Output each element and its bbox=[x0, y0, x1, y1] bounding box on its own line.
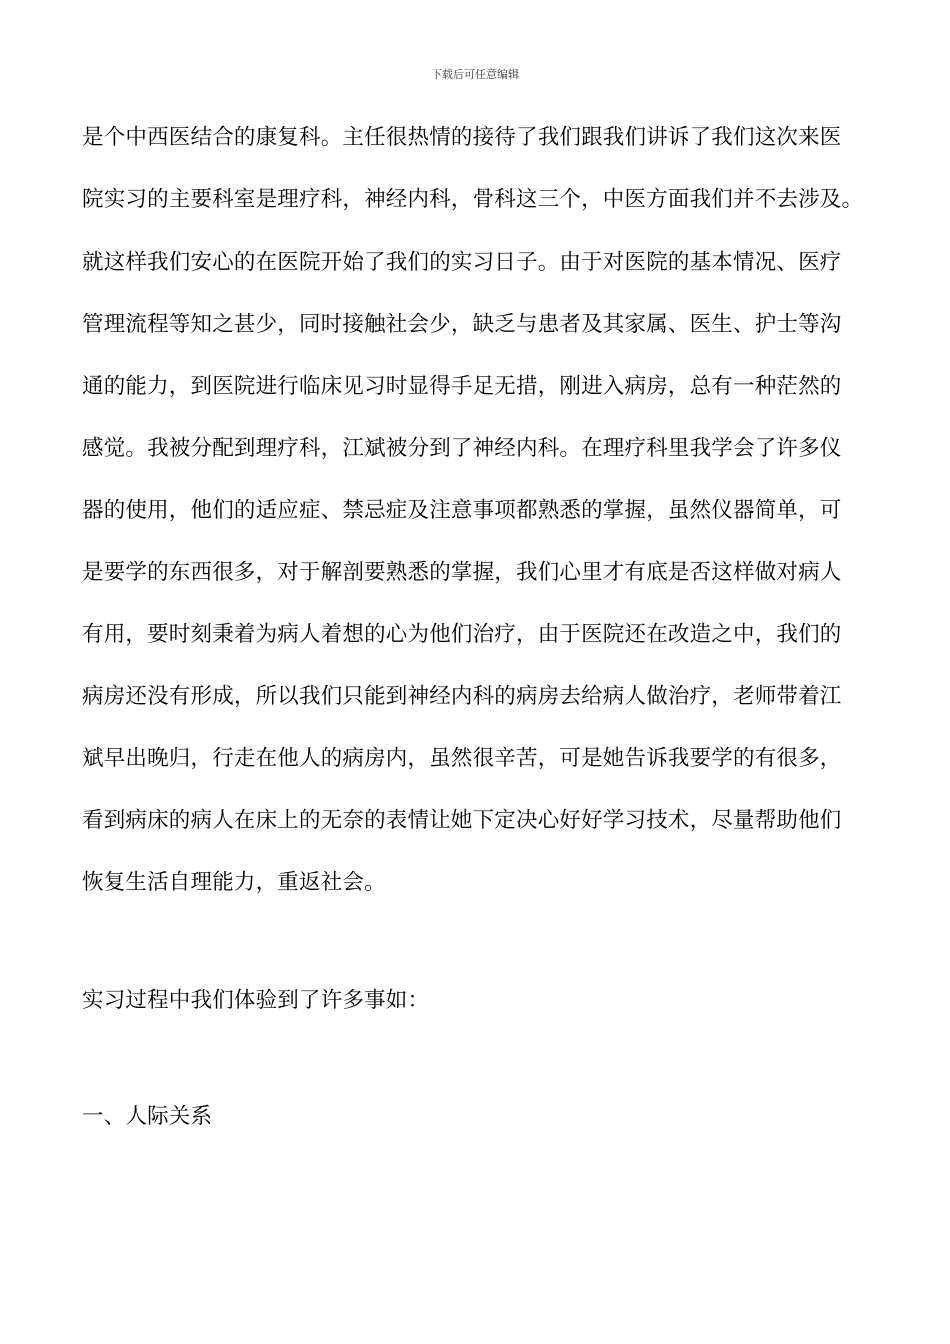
paragraph-line: 看到病床的病人在床上的无奈的表情让她下定决心好好学习技术，尽量帮助他们 bbox=[82, 808, 842, 833]
paragraph-line: 是要学的东西很多，对于解剖要熟悉的掌握，我们心里才有底是否这样做对病人 bbox=[82, 560, 842, 585]
paragraph-intro: 实习过程中我们体验到了许多事如： bbox=[82, 988, 430, 1013]
paragraph-line: 器的使用，他们的适应症、禁忌症及注意事项都熟悉的掌握，虽然仪器简单，可 bbox=[82, 498, 842, 523]
paragraph-line: 是个中西医结合的康复科。主任很热情的接待了我们跟我们讲诉了我们这次来医 bbox=[82, 125, 842, 150]
section-heading: 一、人际关系 bbox=[82, 1104, 213, 1129]
paragraph-line: 有用，要时刻秉着为病人着想的心为他们治疗，由于医院还在改造之中，我们的 bbox=[82, 622, 842, 647]
paragraph-line: 通的能力，到医院进行临床见习时显得手足无措，刚进入病房，总有一种茫然的 bbox=[82, 374, 842, 399]
paragraph-line: 斌早出晚归，行走在他人的病房内，虽然很辛苦，可是她告诉我要学的有很多， bbox=[82, 746, 842, 771]
paragraph-line: 感觉。我被分配到理疗科，江斌被分到了神经内科。在理疗科里我学会了许多仪 bbox=[82, 436, 842, 461]
paragraph-line: 管理流程等知之甚少，同时接触社会少，缺乏与患者及其家属、医生、护士等沟 bbox=[82, 312, 842, 337]
paragraph-line: 病房还没有形成，所以我们只能到神经内科的病房去给病人做治疗，老师带着江 bbox=[82, 684, 842, 709]
header-note: 下载后可任意编辑 bbox=[431, 68, 519, 81]
paragraph-line: 就这样我们安心的在医院开始了我们的实习日子。由于对医院的基本情况、医疗 bbox=[82, 250, 842, 275]
paragraph-line: 院实习的主要科室是理疗科，神经内科，骨科这三个，中医方面我们并不去涉及。 bbox=[82, 187, 864, 212]
paragraph-line: 恢复生活自理能力，重返社会。 bbox=[82, 870, 386, 895]
